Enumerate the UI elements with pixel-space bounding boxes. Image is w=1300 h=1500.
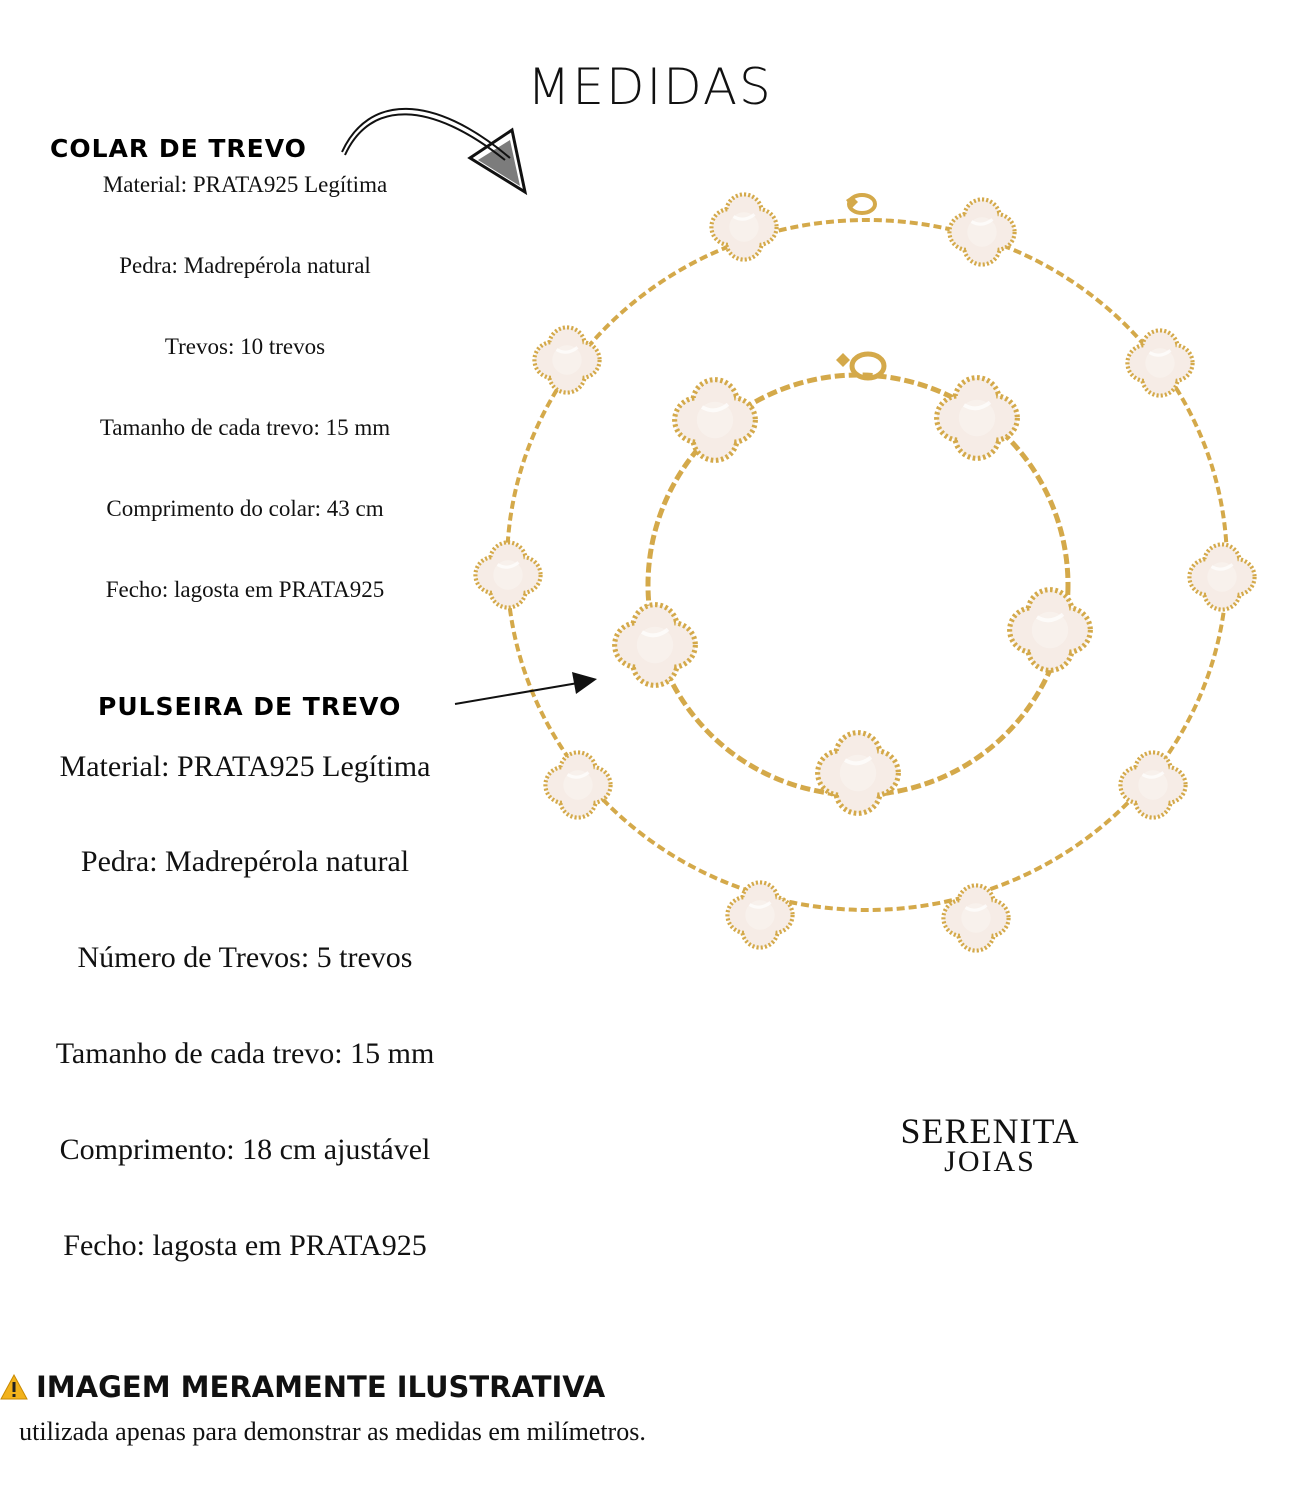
pulseira-spec-tamanho: Tamanho de cada trevo: 15 mm	[55, 1037, 435, 1070]
bracelet-clover	[818, 733, 899, 814]
pulseira-spec-comprimento: Comprimento: 18 cm ajustável	[59, 1133, 431, 1166]
page-title: MEDIDAS	[527, 58, 773, 116]
necklace-clover	[1189, 544, 1254, 609]
bracelet-clover	[1010, 590, 1091, 671]
pulseira-spec-trevos: Número de Trevos: 5 trevos	[77, 941, 413, 974]
necklace-clover	[534, 327, 599, 392]
colar-spec-fecho: Fecho: lagosta em PRATA925	[105, 577, 385, 602]
colar-spec-trevos: Trevos: 10 trevos	[164, 334, 326, 359]
warning-note: utilizada apenas para demonstrar as medidas em milímetros.	[19, 1417, 646, 1446]
necklace-clover	[545, 752, 610, 817]
necklace-clover	[1120, 752, 1185, 817]
necklace-clover	[475, 542, 540, 607]
pulseira-heading: PULSEIRA DE TREVO	[98, 692, 402, 721]
colar-spec-material: Material: PRATA925 Legítima	[102, 172, 388, 197]
necklace-clover	[711, 194, 776, 259]
colar-heading: COLAR DE TREVO	[50, 134, 307, 163]
necklace-clasp	[846, 195, 875, 213]
colar-spec-comprimento: Comprimento do colar: 43 cm	[106, 496, 384, 521]
bracelet-clover	[675, 380, 756, 461]
pulseira-spec-fecho: Fecho: lagosta em PRATA925	[63, 1229, 427, 1262]
necklace-clover	[727, 882, 792, 947]
colar-spec-tamanho: Tamanho de cada trevo: 15 mm	[99, 415, 391, 440]
bracelet-clover	[615, 605, 696, 686]
brand-subtitle: JOIAS	[944, 1145, 1036, 1178]
necklace-clover	[1127, 330, 1192, 395]
necklace-clover	[949, 199, 1014, 264]
brand-name: SERENITA	[900, 1111, 1080, 1151]
bracelet-clover	[937, 378, 1018, 459]
warning-title: IMAGEM MERAMENTE ILUSTRATIVA	[36, 1370, 606, 1404]
warning-icon	[0, 1373, 28, 1407]
warning-banner	[0, 1370, 605, 1407]
pulseira-spec-pedra: Pedra: Madrepérola natural	[80, 845, 410, 878]
arrow-icon	[455, 672, 597, 704]
necklace-clover	[943, 885, 1008, 950]
colar-spec-pedra: Pedra: Madrepérola natural	[119, 253, 371, 278]
pulseira-spec-material: Material: PRATA925 Legítima	[59, 750, 431, 783]
